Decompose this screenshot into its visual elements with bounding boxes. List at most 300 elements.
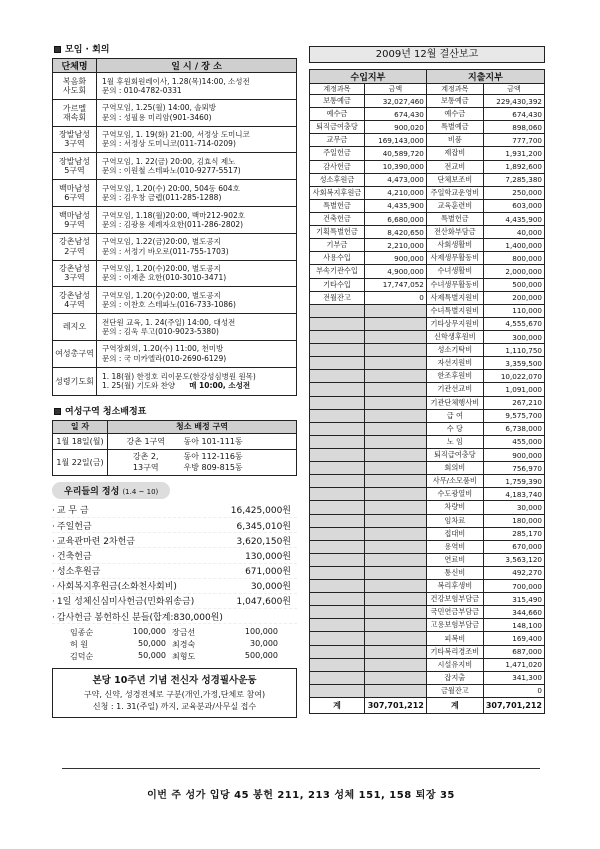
finance-account <box>310 435 365 448</box>
finance-amount: 4,435,900 <box>364 199 426 212</box>
meeting-row <box>53 73 297 100</box>
finance-amount: 2,210,000 <box>364 239 426 252</box>
finance-account: 회의비 <box>426 462 483 475</box>
finance-amount <box>364 357 426 370</box>
finance-amount <box>364 396 426 409</box>
finance-row <box>310 291 545 304</box>
finance-amount: 30,000 <box>483 501 544 514</box>
finance-amount <box>364 684 426 697</box>
finance-account <box>310 540 365 553</box>
meeting-group-name: 백마남성 6구역 <box>53 180 97 207</box>
finance-account: 기획특별헌금 <box>310 226 365 239</box>
finance-row <box>310 239 545 252</box>
offering-amount: 1,047,600원 <box>236 597 291 608</box>
finance-row <box>310 370 545 383</box>
meeting-group-name: 가르멜 재속회 <box>53 99 97 126</box>
meeting-info <box>97 73 297 100</box>
finance-amount: 180,000 <box>483 514 544 527</box>
meetings-table <box>52 58 297 396</box>
meetings-header-info: 일 시 / 장 소 <box>97 59 297 73</box>
finance-amount <box>364 593 426 606</box>
meetings-section-title: 모임 · 회의 <box>54 42 297 55</box>
footer-divider <box>62 768 540 769</box>
finance-account: 급 여 <box>426 409 483 422</box>
finance-row <box>310 160 545 173</box>
offering-amount: 130,000원 <box>245 551 291 562</box>
meeting-group-name: 복음화 사도회 <box>53 73 97 100</box>
expense-header: 지출지부 <box>426 70 544 84</box>
finance-amount: 8,420,650 <box>364 226 426 239</box>
finance-amount <box>364 448 426 461</box>
finance-amount: 267,210 <box>483 396 544 409</box>
meeting-row <box>53 99 297 126</box>
finance-amount <box>364 330 426 343</box>
finance-account <box>310 632 365 645</box>
cleaning-header-date: 일 자 <box>53 420 108 433</box>
donor-amount: 500,000 <box>244 651 278 661</box>
finance-amount: 0 <box>364 291 426 304</box>
finance-account: 수녀생무활동비 <box>426 278 483 291</box>
meeting-contact-line: 문의 : 이찬호 스테파노(016-733-1086) <box>102 300 236 310</box>
finance-row <box>310 226 545 239</box>
finance-account <box>310 671 365 684</box>
finance-amount: 1,931,200 <box>483 147 544 160</box>
finance-account <box>310 606 365 619</box>
finance-row <box>310 462 545 475</box>
donor-amount: 50,000 <box>138 651 166 661</box>
finance-amount: 492,270 <box>483 566 544 579</box>
finance-amount <box>364 409 426 422</box>
meeting-info-line: 구역모임, 1.20(수) 20:00, 504동 604호 <box>102 183 240 193</box>
meeting-contact-line: 문의 : 김광용 세례자요한(011-286-2802) <box>102 219 244 229</box>
finance-row <box>310 396 545 409</box>
offering-label: · 감사헌금 봉헌하신 분들(합계:830,000원) <box>52 610 223 623</box>
finance-account: 피복비 <box>426 632 483 645</box>
finance-account: 교육훈련비 <box>426 199 483 212</box>
sub-header-amount: 금액 <box>483 84 544 95</box>
offering-amount: 16,425,000원 <box>230 506 291 517</box>
donor-name: 최경숙 <box>172 640 196 650</box>
finance-account: 성소후원금 <box>310 173 365 186</box>
finance-row <box>310 619 545 632</box>
finance-account <box>310 501 365 514</box>
finance-account: 교무금 <box>310 134 365 147</box>
meeting-info-line: 1월 후원회원레이사, 1.28(목)14:00, 소성전 <box>102 76 250 86</box>
finance-account: 잡지출 <box>426 671 483 684</box>
meeting-info <box>97 126 297 153</box>
meeting-contact-line: 문의 : 010-4782-0331 <box>102 85 182 95</box>
finance-row <box>310 108 545 121</box>
finance-amount: 756,970 <box>483 462 544 475</box>
finance-row <box>310 671 545 684</box>
finance-amount <box>364 580 426 593</box>
finance-amount: 4,900,000 <box>364 265 426 278</box>
meetings-header-name: 단체명 <box>53 59 97 73</box>
finance-amount: 148,100 <box>483 619 544 632</box>
finance-row <box>310 252 545 265</box>
offering-item <box>52 564 297 579</box>
offering-item <box>52 609 297 624</box>
cleaning-date: 1월 22일(금) <box>53 449 108 475</box>
finance-account: 수도광열비 <box>426 488 483 501</box>
finance-account: 차량비 <box>426 501 483 514</box>
cleaning-row <box>53 449 297 475</box>
finance-account: 부속기관수입 <box>310 265 365 278</box>
finance-amount: 110,000 <box>483 304 544 317</box>
finance-account: 건강보험부담금 <box>426 593 483 606</box>
finance-account <box>310 593 365 606</box>
meeting-row <box>53 314 297 341</box>
finance-account: 주일헌금 <box>310 147 365 160</box>
finance-account: 퇴직금여충당 <box>310 121 365 134</box>
finance-amount: 800,000 <box>483 252 544 265</box>
cleaning-area: 강촌 1구역 <box>108 433 184 449</box>
finance-row <box>310 383 545 396</box>
finance-account: 전월잔고 <box>310 291 365 304</box>
meeting-info <box>97 180 297 207</box>
meeting-info <box>97 367 297 395</box>
finance-amount <box>364 514 426 527</box>
finance-account: 비품 <box>426 134 483 147</box>
meeting-contact-line: 1. 25(월) 기도와 찬양 매 10:00, 소성전 <box>102 381 251 391</box>
finance-amount: 500,000 <box>483 278 544 291</box>
finance-amount <box>364 645 426 658</box>
finance-amount: 1,471,020 <box>483 658 544 671</box>
meeting-contact-line: 문의 : 김우창 금렙(011-285-1288) <box>102 193 222 203</box>
donor-amount: 100,000 <box>244 627 278 637</box>
meeting-info-line: 구역모임, 1.22(금)20:00, 별도공지 <box>102 237 221 247</box>
meeting-group-name: 장발남성 5구역 <box>53 153 97 180</box>
finance-account: 연료비 <box>426 553 483 566</box>
finance-row <box>310 173 545 186</box>
finance-account: 감사헌금 <box>310 160 365 173</box>
offering-item <box>52 548 297 563</box>
finance-account: 사제생무활동비 <box>426 252 483 265</box>
finance-account <box>310 566 365 579</box>
meeting-contact-line: 문의 : 서정기 바오로(011-755-1703) <box>102 246 229 256</box>
finance-row <box>310 684 545 697</box>
finance-account <box>310 383 365 396</box>
finance-amount: 1,759,390 <box>483 475 544 488</box>
finance-account: 예수금 <box>310 108 365 121</box>
finance-account <box>310 619 365 632</box>
promo-title: 본당 10주년 기념 전신자 성경필사운동 <box>92 675 257 687</box>
finance-amount: 900,000 <box>483 448 544 461</box>
finance-amount: 17,747,052 <box>364 278 426 291</box>
finance-account <box>310 488 365 501</box>
finance-account <box>310 370 365 383</box>
meeting-info-line: 구역모임, 1. 22(금) 20:00, 김효식 제노 <box>102 156 236 166</box>
finance-account: 건축헌금 <box>310 212 365 225</box>
finance-amount: 898,060 <box>483 121 544 134</box>
total-amount: 307,701,212 <box>364 698 426 714</box>
finance-amount <box>364 553 426 566</box>
finance-amount <box>364 619 426 632</box>
meeting-info <box>97 287 297 314</box>
finance-account: 특별헌금 <box>426 212 483 225</box>
finance-amount: 250,000 <box>483 186 544 199</box>
finance-account <box>310 658 365 671</box>
finance-account <box>310 357 365 370</box>
meeting-row <box>53 233 297 260</box>
finance-amount: 4,210,000 <box>364 186 426 199</box>
finance-amount <box>364 540 426 553</box>
finance-account <box>310 317 365 330</box>
finance-amount: 40,589,720 <box>364 147 426 160</box>
donor-amount: 100,000 <box>132 627 166 637</box>
finance-account: 사무/소모품비 <box>426 475 483 488</box>
total-label: 계 <box>310 698 365 714</box>
finance-account: 보통예금 <box>426 95 483 108</box>
finance-account: 전교비 <box>426 160 483 173</box>
finance-account: 고용보험부담금 <box>426 619 483 632</box>
finance-total-row <box>310 698 545 714</box>
cleaning-detail: 동아 101-111동 <box>184 433 297 449</box>
offering-label: · 교육관마련 2차헌금 <box>52 534 135 547</box>
finance-amount <box>364 632 426 645</box>
meeting-group-name: 강촌남성 4구역 <box>53 287 97 314</box>
meeting-group-name: 강촌남성 3구역 <box>53 260 97 287</box>
finance-account: 사회생활비 <box>426 239 483 252</box>
finance-amount: 3,359,500 <box>483 357 544 370</box>
finance-account: 금월잔고 <box>426 684 483 697</box>
finance-amount: 40,000 <box>483 226 544 239</box>
finance-account <box>310 553 365 566</box>
finance-amount <box>364 370 426 383</box>
finance-account: 사용수입 <box>310 252 365 265</box>
donor-name: 장금선 <box>172 628 196 638</box>
finance-account <box>310 396 365 409</box>
promo-line-2: 신청 : 1. 31(주일) 까지, 교육분과/사무실 접수 <box>92 702 257 712</box>
finance-amount: 777,700 <box>483 134 544 147</box>
finance-account <box>310 344 365 357</box>
finance-account: 퇴직급여충당 <box>426 448 483 461</box>
finance-row <box>310 448 545 461</box>
offering-item <box>52 518 297 533</box>
finance-row <box>310 147 545 160</box>
meeting-row <box>53 340 297 367</box>
finance-account <box>310 409 365 422</box>
finance-account: 국민연금부담금 <box>426 606 483 619</box>
finance-account: 사제특별지원비 <box>426 291 483 304</box>
offering-label: · 사회복지후원금(소화천사회비) <box>52 579 177 592</box>
finance-amount <box>364 344 426 357</box>
meeting-row <box>53 180 297 207</box>
finance-account: 접대비 <box>426 527 483 540</box>
finance-account: 기관선교비 <box>426 383 483 396</box>
cleaning-detail: 동아 112-116동 우방 809-815동 <box>184 449 297 475</box>
finance-amount: 674,430 <box>364 108 426 121</box>
finance-row <box>310 527 545 540</box>
finance-account <box>310 514 365 527</box>
finance-amount <box>364 435 426 448</box>
meeting-info <box>97 260 297 287</box>
meeting-info-line: 구역장회의, 1.20(수) 11:00, 천미방 <box>102 344 224 354</box>
finance-amount: 200,000 <box>483 291 544 304</box>
finance-amount <box>364 658 426 671</box>
meeting-group-name: 강촌남성 2구역 <box>53 233 97 260</box>
finance-amount: 169,143,000 <box>364 134 426 147</box>
left-column <box>52 38 297 718</box>
finance-account <box>310 580 365 593</box>
finance-amount: 9,575,700 <box>483 409 544 422</box>
finance-account: 수 당 <box>426 422 483 435</box>
finance-row <box>310 278 545 291</box>
finance-amount: 603,000 <box>483 199 544 212</box>
finance-row <box>310 422 545 435</box>
finance-row <box>310 121 545 134</box>
finance-row <box>310 134 545 147</box>
finance-row <box>310 475 545 488</box>
meeting-contact-line: 문의 : 이재춘 요한(010-3010-3471) <box>102 273 227 283</box>
total-amount: 307,701,212 <box>483 698 544 714</box>
finance-amount: 455,000 <box>483 435 544 448</box>
finance-amount <box>364 383 426 396</box>
finance-account: 전산화부담금 <box>426 226 483 239</box>
cleaning-date: 1월 18일(월) <box>53 433 108 449</box>
finance-account <box>310 304 365 317</box>
offering-amount: 6,345,010원 <box>236 521 291 532</box>
finance-amount: 6,738,000 <box>483 422 544 435</box>
finance-account: 용역비 <box>426 540 483 553</box>
finance-account: 수녀생활비 <box>426 265 483 278</box>
cleaning-table <box>52 420 297 476</box>
finance-amount: 32,027,460 <box>364 95 426 108</box>
meeting-info-line: 전단원 교육, 1. 24(주일) 14:00, 대성전 <box>102 317 236 327</box>
finance-amount: 7,285,380 <box>483 173 544 186</box>
total-label: 계 <box>426 698 483 714</box>
finance-account: 통신비 <box>426 566 483 579</box>
finance-amount: 900,020 <box>364 121 426 134</box>
finance-amount: 1,110,750 <box>483 344 544 357</box>
donor-amount: 50,000 <box>138 639 166 649</box>
finance-row <box>310 501 545 514</box>
finance-amount: 344,660 <box>483 606 544 619</box>
finance-amount <box>364 488 426 501</box>
finance-row <box>310 580 545 593</box>
finance-amount <box>364 317 426 330</box>
finance-account: 신학생후원비 <box>426 330 483 343</box>
offering-title: 우리들의 정성 (1.4 ~ 10) <box>52 482 170 499</box>
finance-amount: 3,563,120 <box>483 553 544 566</box>
finance-account: 제잡비 <box>426 147 483 160</box>
meeting-contact-line: 문의 : 성필용 미리암(901-3460) <box>102 112 212 122</box>
finance-amount <box>364 527 426 540</box>
meeting-row <box>53 206 297 233</box>
finance-amount: 0 <box>483 684 544 697</box>
offering-amount: 30,000원 <box>250 582 291 593</box>
meeting-row <box>53 260 297 287</box>
meeting-row <box>53 367 297 395</box>
cleaning-row <box>53 433 297 449</box>
meeting-info-line: 구역모임, 1. 19(화) 21:00, 서정상 도미니코 <box>102 130 250 140</box>
finance-amount <box>364 462 426 475</box>
finance-row <box>310 212 545 225</box>
cleaning-section-title: 여성구역 청소배정표 <box>54 404 297 417</box>
finance-row <box>310 606 545 619</box>
sub-header-account: 계정과목 <box>426 84 483 95</box>
meeting-contact-line: 문의 : 국 미카엘라(010-2690-6129) <box>102 353 227 363</box>
meeting-info-line: 구역모임, 1.20(수)20:00, 별도공지 <box>102 264 221 274</box>
offering-amount: 3,620,150원 <box>236 536 291 547</box>
meeting-info <box>97 206 297 233</box>
finance-account: 예수금 <box>426 108 483 121</box>
meeting-info <box>97 340 297 367</box>
finance-amount: 169,400 <box>483 632 544 645</box>
finance-account: 기타복리경조비 <box>426 645 483 658</box>
offering-label: · 교 무 금 <box>52 503 89 516</box>
finance-row <box>310 632 545 645</box>
finance-row <box>310 95 545 108</box>
meeting-info-line: 1. 18(월) 한정호 리이문도(한강성심병원 원목) <box>102 371 256 381</box>
finance-account: 복리후생비 <box>426 580 483 593</box>
finance-amount: 1,892,600 <box>483 160 544 173</box>
meeting-info-line: 구역모임, 1.25(월) 14:00, 솔뫼방 <box>102 103 217 113</box>
offering-item <box>52 579 297 594</box>
finance-amount: 1,091,000 <box>483 383 544 396</box>
offering-label: · 성소후원금 <box>52 564 100 577</box>
finance-account: 사회복지후원금 <box>310 186 365 199</box>
finance-amount <box>364 606 426 619</box>
finance-account: 수녀특별지원비 <box>426 304 483 317</box>
finance-row <box>310 540 545 553</box>
finance-row <box>310 593 545 606</box>
meeting-info <box>97 233 297 260</box>
meeting-info <box>97 99 297 126</box>
finance-account: 단체보조비 <box>426 173 483 186</box>
meeting-contact-line: 문의 : 서정상 도미니코(011-714-0209) <box>102 139 236 149</box>
meeting-info <box>97 314 297 341</box>
finance-amount: 4,435,900 <box>483 212 544 225</box>
right-column <box>309 46 545 714</box>
offering-amount: 671,000원 <box>245 567 291 578</box>
finance-account <box>310 330 365 343</box>
finance-row <box>310 645 545 658</box>
finance-account: 기타수입 <box>310 278 365 291</box>
finance-amount <box>364 671 426 684</box>
meeting-group-name: 레지오 <box>53 314 97 341</box>
finance-amount: 687,000 <box>483 645 544 658</box>
square-bullet-icon <box>54 46 61 53</box>
finance-row <box>310 658 545 671</box>
finance-amount: 670,000 <box>483 540 544 553</box>
finance-amount: 10,022,070 <box>483 370 544 383</box>
donor-amount: 30,000 <box>250 639 278 649</box>
finance-account <box>310 527 365 540</box>
finance-amount: 285,170 <box>483 527 544 540</box>
finance-row <box>310 357 545 370</box>
finance-row <box>310 488 545 501</box>
finance-row <box>310 566 545 579</box>
finance-amount <box>364 501 426 514</box>
finance-account: 특별예금 <box>426 121 483 134</box>
finance-amount: 4,555,670 <box>483 317 544 330</box>
meeting-info <box>97 153 297 180</box>
finance-account <box>310 448 365 461</box>
sub-header-amount: 금액 <box>364 84 426 95</box>
offering-item <box>52 533 297 548</box>
donor-grid <box>52 627 297 662</box>
hymn-footer: 이번 주 성가 입당 45 봉헌 211, 213 성체 151, 158 퇴장 35 <box>147 790 455 801</box>
finance-account: 주일학교운영비 <box>426 186 483 199</box>
finance-amount: 10,390,000 <box>364 160 426 173</box>
finance-amount: 4,473,000 <box>364 173 426 186</box>
finance-amount <box>364 304 426 317</box>
finance-amount <box>364 422 426 435</box>
offering-label: · 건축헌금 <box>52 549 92 562</box>
offering-label: · 1일 성체신심미사헌금(민화위송금) <box>52 594 194 607</box>
finance-title: 2009년 12월 결산보고 <box>309 46 545 63</box>
